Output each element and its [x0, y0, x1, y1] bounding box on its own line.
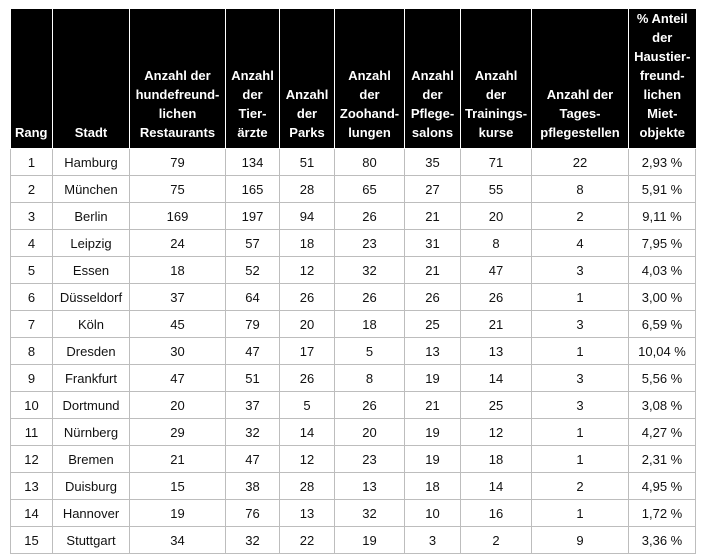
table-cell: 9,11 %: [629, 203, 696, 230]
table-cell: 3,36 %: [629, 527, 696, 554]
table-cell: 8: [11, 338, 53, 365]
table-cell: 10: [405, 500, 461, 527]
table-cell: München: [53, 176, 130, 203]
table-cell: 3: [532, 257, 629, 284]
table-cell: 28: [280, 473, 335, 500]
table-cell: 197: [226, 203, 280, 230]
table-cell: 19: [405, 446, 461, 473]
table-cell: 20: [335, 419, 405, 446]
table-cell: 79: [226, 311, 280, 338]
table-cell: 1: [532, 419, 629, 446]
table-row: [11, 311, 696, 338]
table-cell: 3: [405, 527, 461, 554]
table-cell: 37: [226, 392, 280, 419]
column-header-5: [335, 9, 405, 149]
table-cell: 55: [461, 176, 532, 203]
table-cell: 5,56 %: [629, 365, 696, 392]
table-cell: 20: [280, 311, 335, 338]
column-header-0: [11, 9, 53, 149]
table-row: [11, 500, 696, 527]
table-cell: Dortmund: [53, 392, 130, 419]
table-cell: 57: [226, 230, 280, 257]
table-cell: 29: [130, 419, 226, 446]
table-cell: 13: [405, 338, 461, 365]
table-cell: Stuttgart: [53, 527, 130, 554]
table-cell: 21: [405, 392, 461, 419]
column-header-2: [130, 9, 226, 149]
table-cell: 18: [130, 257, 226, 284]
table-cell: 28: [280, 176, 335, 203]
table-row: [11, 176, 696, 203]
column-header-7: [461, 9, 532, 149]
table-cell: 18: [280, 230, 335, 257]
table-cell: 94: [280, 203, 335, 230]
table-cell: 12: [280, 257, 335, 284]
table-cell: 8: [335, 365, 405, 392]
table-cell: 7: [11, 311, 53, 338]
table-cell: 20: [461, 203, 532, 230]
table-cell: 65: [335, 176, 405, 203]
table-cell: 30: [130, 338, 226, 365]
table-cell: 4,03 %: [629, 257, 696, 284]
table-cell: 2: [461, 527, 532, 554]
table-cell: 9: [532, 527, 629, 554]
table-cell: 4: [532, 230, 629, 257]
table-cell: 1: [11, 149, 53, 176]
table-cell: 18: [335, 311, 405, 338]
table-cell: 4,95 %: [629, 473, 696, 500]
table-cell: Nürnberg: [53, 419, 130, 446]
table-cell: 1: [532, 446, 629, 473]
table-cell: 4: [11, 230, 53, 257]
table-cell: 19: [405, 419, 461, 446]
table-cell: 32: [335, 500, 405, 527]
table-cell: Dresden: [53, 338, 130, 365]
table-cell: 21: [405, 257, 461, 284]
table-cell: 79: [130, 149, 226, 176]
table-cell: 21: [461, 311, 532, 338]
table-row: [11, 149, 696, 176]
table-cell: 32: [335, 257, 405, 284]
table-cell: Berlin: [53, 203, 130, 230]
table-cell: 32: [226, 527, 280, 554]
table-cell: 8: [461, 230, 532, 257]
table-cell: 6: [11, 284, 53, 311]
table-row: [11, 473, 696, 500]
table-row: [11, 419, 696, 446]
table-cell: Leipzig: [53, 230, 130, 257]
column-header-3: [226, 9, 280, 149]
table-cell: 21: [405, 203, 461, 230]
table-cell: 9: [11, 365, 53, 392]
table-cell: 1,72 %: [629, 500, 696, 527]
table-cell: 26: [335, 203, 405, 230]
table-cell: Köln: [53, 311, 130, 338]
table-cell: 51: [226, 365, 280, 392]
table-cell: 19: [405, 365, 461, 392]
table-cell: 12: [11, 446, 53, 473]
table-cell: 15: [130, 473, 226, 500]
table-cell: 64: [226, 284, 280, 311]
table-cell: 7,95 %: [629, 230, 696, 257]
column-header-label: % Anteil der Haustier- freund- lichen Miet- objekte: [634, 11, 691, 140]
table-cell: 3,08 %: [629, 392, 696, 419]
table-cell: 18: [461, 446, 532, 473]
table-cell: 26: [280, 284, 335, 311]
table-row: [11, 203, 696, 230]
table-cell: 6,59 %: [629, 311, 696, 338]
table-cell: 26: [280, 365, 335, 392]
column-header-label: Anzahl der hundefreund- lichen Restaurants: [135, 68, 220, 140]
table-header-row: [11, 9, 696, 149]
table-cell: 26: [461, 284, 532, 311]
table-row: [11, 365, 696, 392]
table-cell: Frankfurt: [53, 365, 130, 392]
column-header-label: Anzahl der Trainings- kurse: [464, 68, 528, 140]
table-cell: 22: [280, 527, 335, 554]
column-header-label: Rang: [15, 125, 48, 140]
table-row: [11, 230, 696, 257]
table-cell: 47: [226, 338, 280, 365]
table-cell: 16: [461, 500, 532, 527]
ranking-table-container: [10, 9, 696, 554]
table-cell: 19: [130, 500, 226, 527]
column-header-4: [280, 9, 335, 149]
table-cell: Essen: [53, 257, 130, 284]
table-cell: 34: [130, 527, 226, 554]
table-cell: 31: [405, 230, 461, 257]
table-cell: 26: [335, 392, 405, 419]
table-cell: 3,00 %: [629, 284, 696, 311]
table-cell: 13: [11, 473, 53, 500]
table-cell: 5: [11, 257, 53, 284]
table-cell: 3: [532, 365, 629, 392]
column-header-9: [629, 9, 696, 149]
table-cell: 2,31 %: [629, 446, 696, 473]
table-cell: Hamburg: [53, 149, 130, 176]
table-cell: 25: [405, 311, 461, 338]
table-cell: 23: [335, 446, 405, 473]
table-cell: 26: [335, 284, 405, 311]
table-cell: 75: [130, 176, 226, 203]
table-cell: 3: [532, 311, 629, 338]
table-cell: 3: [532, 392, 629, 419]
table-cell: 76: [226, 500, 280, 527]
table-cell: Düsseldorf: [53, 284, 130, 311]
column-header-label: Anzahl der Parks: [285, 87, 329, 140]
table-cell: 1: [532, 284, 629, 311]
table-cell: 14: [461, 365, 532, 392]
table-cell: 14: [11, 500, 53, 527]
table-cell: 12: [280, 446, 335, 473]
table-cell: 21: [130, 446, 226, 473]
table-cell: 47: [226, 446, 280, 473]
table-cell: 4,27 %: [629, 419, 696, 446]
table-cell: 12: [461, 419, 532, 446]
table-cell: 14: [461, 473, 532, 500]
table-cell: 80: [335, 149, 405, 176]
table-cell: 52: [226, 257, 280, 284]
pet-friendly-cities-table: [10, 9, 696, 554]
table-body: [11, 149, 696, 554]
table-cell: 25: [461, 392, 532, 419]
table-cell: 5: [335, 338, 405, 365]
table-cell: Hannover: [53, 500, 130, 527]
table-cell: 169: [130, 203, 226, 230]
table-cell: 37: [130, 284, 226, 311]
table-cell: 15: [11, 527, 53, 554]
table-cell: 10: [11, 392, 53, 419]
table-cell: 5: [280, 392, 335, 419]
table-cell: 26: [405, 284, 461, 311]
table-cell: 71: [461, 149, 532, 176]
table-cell: 18: [405, 473, 461, 500]
column-header-label: Anzahl der Tages- pflegestellen: [540, 87, 620, 140]
table-cell: 32: [226, 419, 280, 446]
table-cell: 5,91 %: [629, 176, 696, 203]
table-cell: 51: [280, 149, 335, 176]
column-header-label: Anzahl der Tier- ärzte: [231, 68, 274, 140]
table-row: [11, 527, 696, 554]
table-cell: 13: [461, 338, 532, 365]
table-cell: 2: [532, 473, 629, 500]
table-cell: Bremen: [53, 446, 130, 473]
column-header-label: Anzahl der Zoohand- lungen: [339, 68, 400, 140]
table-cell: 38: [226, 473, 280, 500]
table-cell: 10,04 %: [629, 338, 696, 365]
table-row: [11, 392, 696, 419]
table-cell: 1: [532, 500, 629, 527]
table-cell: 11: [11, 419, 53, 446]
table-cell: 13: [280, 500, 335, 527]
table-cell: 2: [11, 176, 53, 203]
table-cell: 17: [280, 338, 335, 365]
table-cell: 24: [130, 230, 226, 257]
table-row: [11, 284, 696, 311]
table-cell: 35: [405, 149, 461, 176]
column-header-1: [53, 9, 130, 149]
table-row: [11, 257, 696, 284]
table-cell: 134: [226, 149, 280, 176]
table-cell: 19: [335, 527, 405, 554]
table-cell: 13: [335, 473, 405, 500]
table-cell: 22: [532, 149, 629, 176]
table-cell: 2,93 %: [629, 149, 696, 176]
table-cell: 23: [335, 230, 405, 257]
table-row: [11, 338, 696, 365]
table-cell: 47: [130, 365, 226, 392]
table-cell: 14: [280, 419, 335, 446]
column-header-6: [405, 9, 461, 149]
table-cell: 8: [532, 176, 629, 203]
column-header-8: [532, 9, 629, 149]
table-cell: Duisburg: [53, 473, 130, 500]
table-cell: 165: [226, 176, 280, 203]
table-row: [11, 446, 696, 473]
table-cell: 45: [130, 311, 226, 338]
table-cell: 47: [461, 257, 532, 284]
table-cell: 3: [11, 203, 53, 230]
table-cell: 20: [130, 392, 226, 419]
table-cell: 2: [532, 203, 629, 230]
column-header-label: Stadt: [74, 125, 108, 140]
table-cell: 1: [532, 338, 629, 365]
table-cell: 27: [405, 176, 461, 203]
column-header-label: Anzahl der Pflege- salons: [410, 68, 455, 140]
